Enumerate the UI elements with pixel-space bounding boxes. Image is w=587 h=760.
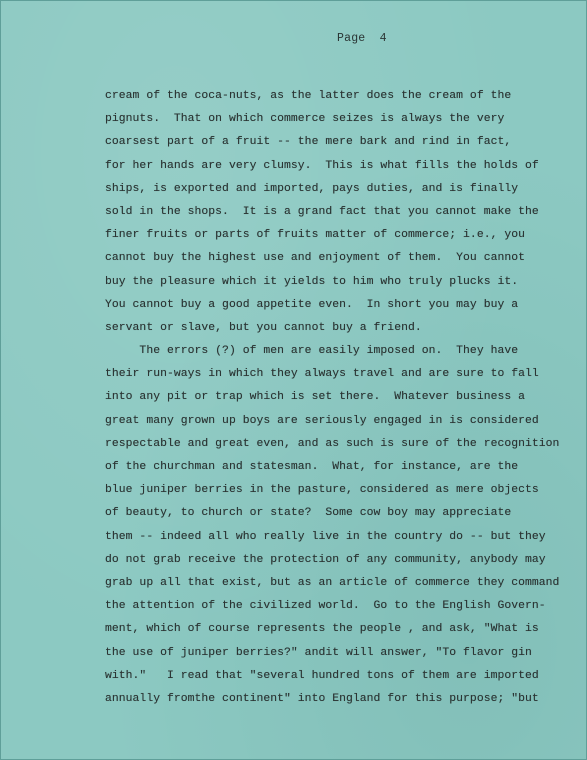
text-line: the attention of the civilized world. Go to the English Govern- bbox=[105, 600, 546, 613]
text-line: finer fruits or parts of fruits matter of commerce; i.e., you bbox=[105, 229, 526, 242]
typed-text-body bbox=[105, 85, 559, 711]
text-line: respectable and great even, and as such is sure of the recognition bbox=[105, 437, 560, 450]
text-line: great many grown up boys are seriously engaged in is considered bbox=[105, 414, 539, 427]
text-line: sold in the shops. It is a grand fact that you cannot make the bbox=[105, 205, 539, 218]
text-line: of beauty, to church or state? Some cow boy may appreciate bbox=[105, 507, 512, 520]
text-line: them -- indeed all who really live in the country do -- but they bbox=[105, 530, 546, 543]
text-line: cream of the coca-nuts, as the latter does the cream of the bbox=[105, 90, 512, 102]
text-line: ships, is exported and imported, pays duties, and is finally bbox=[105, 182, 519, 195]
text-line: into any pit or trap which is set there. Whatever business a bbox=[105, 391, 526, 404]
text-line: grab up all that exist, but as an article of commerce they command bbox=[105, 576, 560, 589]
text-line: ment, which of course represents the people , and ask, "What is bbox=[105, 623, 539, 636]
text-line: do not grab receive the protection of any community, anybody may bbox=[105, 553, 546, 566]
text-line: of the churchman and statesman. What, for instance, are the bbox=[105, 461, 519, 473]
text-line: buy the pleasure which it yields to him who truly plucks it. bbox=[105, 275, 519, 288]
text-line: pignuts. That on which commerce seizes is always the very bbox=[105, 113, 505, 126]
text-line: the use of juniper berries?" andit will answer, "To flavor gin bbox=[105, 646, 532, 659]
text-line: coarsest part of a fruit -- the mere bark and rind in fact, bbox=[105, 136, 512, 149]
text-line: cannot buy the highest use and enjoyment of them. You cannot bbox=[105, 252, 526, 265]
page-number: Page 4 bbox=[337, 32, 387, 45]
text-line: blue juniper berries in the pasture, considered as mere objects bbox=[105, 484, 539, 497]
text-line: servant or slave, but you cannot buy a friend. bbox=[105, 321, 422, 334]
text-line: with." I read that "several hundred tons of them are imported bbox=[105, 669, 539, 682]
text-line: You cannot buy a good appetite even. In short you may buy a bbox=[105, 298, 519, 311]
text-line: annually fromthe continent" into England for this purpose; "but bbox=[105, 692, 539, 705]
text-line: The errors (?) of men are easily imposed on. They have bbox=[105, 345, 519, 358]
text-line: their run-ways in which they always travel and are sure to fall bbox=[105, 368, 539, 381]
text-line: for her hands are very clumsy. This is what fills the holds of bbox=[105, 159, 539, 172]
